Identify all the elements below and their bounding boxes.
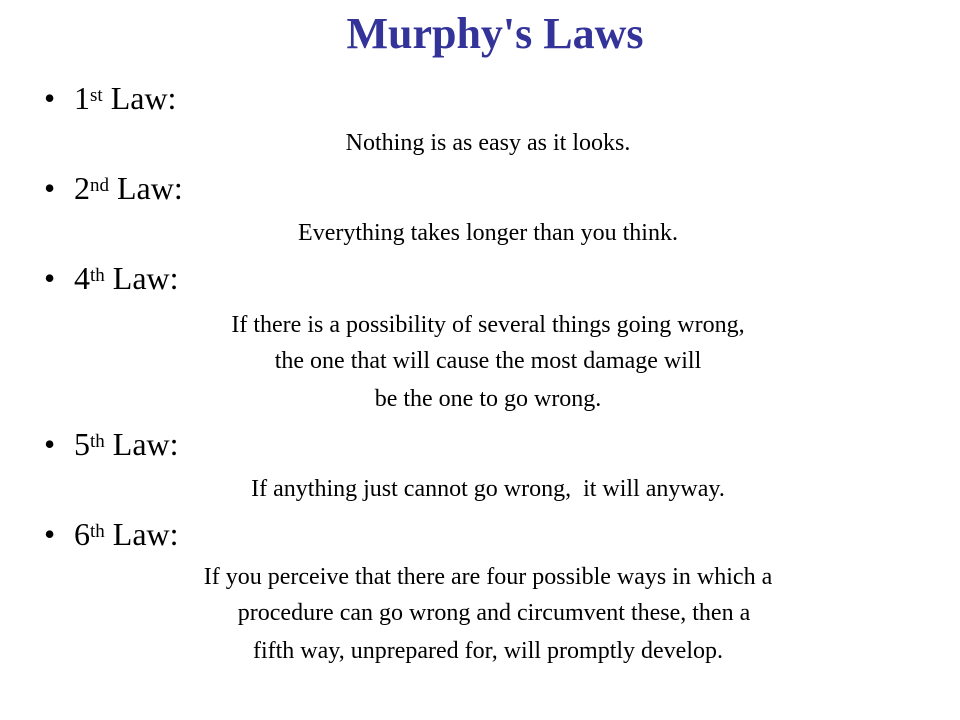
law-label: Law: — [112, 516, 179, 552]
law-heading-1 — [44, 78, 176, 118]
law-text-line: be the one to go wrong. — [374, 386, 602, 412]
law-heading-2 — [44, 168, 183, 208]
bullet: • — [44, 170, 56, 206]
law-number: 1 — [74, 80, 90, 116]
law-text-line: the one that will cause the most damage will — [274, 348, 702, 374]
law-label: Law: — [112, 426, 179, 462]
law-heading-5 — [44, 424, 179, 464]
law-ordinal-suffix: th — [90, 265, 105, 286]
bullet: • — [44, 516, 56, 552]
law-text-line: Nothing is as easy as it looks. — [345, 130, 631, 156]
law-text-line: Everything takes longer than you think. — [298, 220, 678, 246]
bullet: • — [44, 80, 56, 116]
bullet: • — [44, 260, 56, 296]
law-label: Law: — [117, 170, 183, 206]
law-text-line: If anything just cannot go wrong, it will anyway. — [251, 476, 725, 502]
law-text-line: If there is a possibility of several things going wrong, — [231, 312, 745, 338]
law-ordinal-suffix: st — [90, 85, 103, 106]
law-number: 6 — [74, 516, 90, 552]
bullet: • — [44, 426, 56, 462]
law-heading-6 — [44, 514, 179, 554]
law-number: 2 — [74, 170, 90, 206]
law-ordinal-suffix: th — [90, 431, 105, 452]
slide-title: Murphy's Laws — [346, 9, 644, 58]
law-text-line: fifth way, unprepared for, will promptly develop. — [252, 638, 723, 664]
law-label: Law: — [110, 80, 177, 116]
law-number: 4 — [74, 260, 90, 296]
law-text-line: If you perceive that there are four possible ways in which a — [203, 564, 773, 590]
law-heading-4 — [44, 258, 179, 298]
law-ordinal-suffix: nd — [90, 175, 109, 196]
law-text-line: procedure can go wrong and circumvent these, then a — [225, 600, 751, 626]
law-label: Law: — [112, 260, 179, 296]
law-number: 5 — [74, 426, 90, 462]
law-ordinal-suffix: th — [90, 521, 105, 542]
